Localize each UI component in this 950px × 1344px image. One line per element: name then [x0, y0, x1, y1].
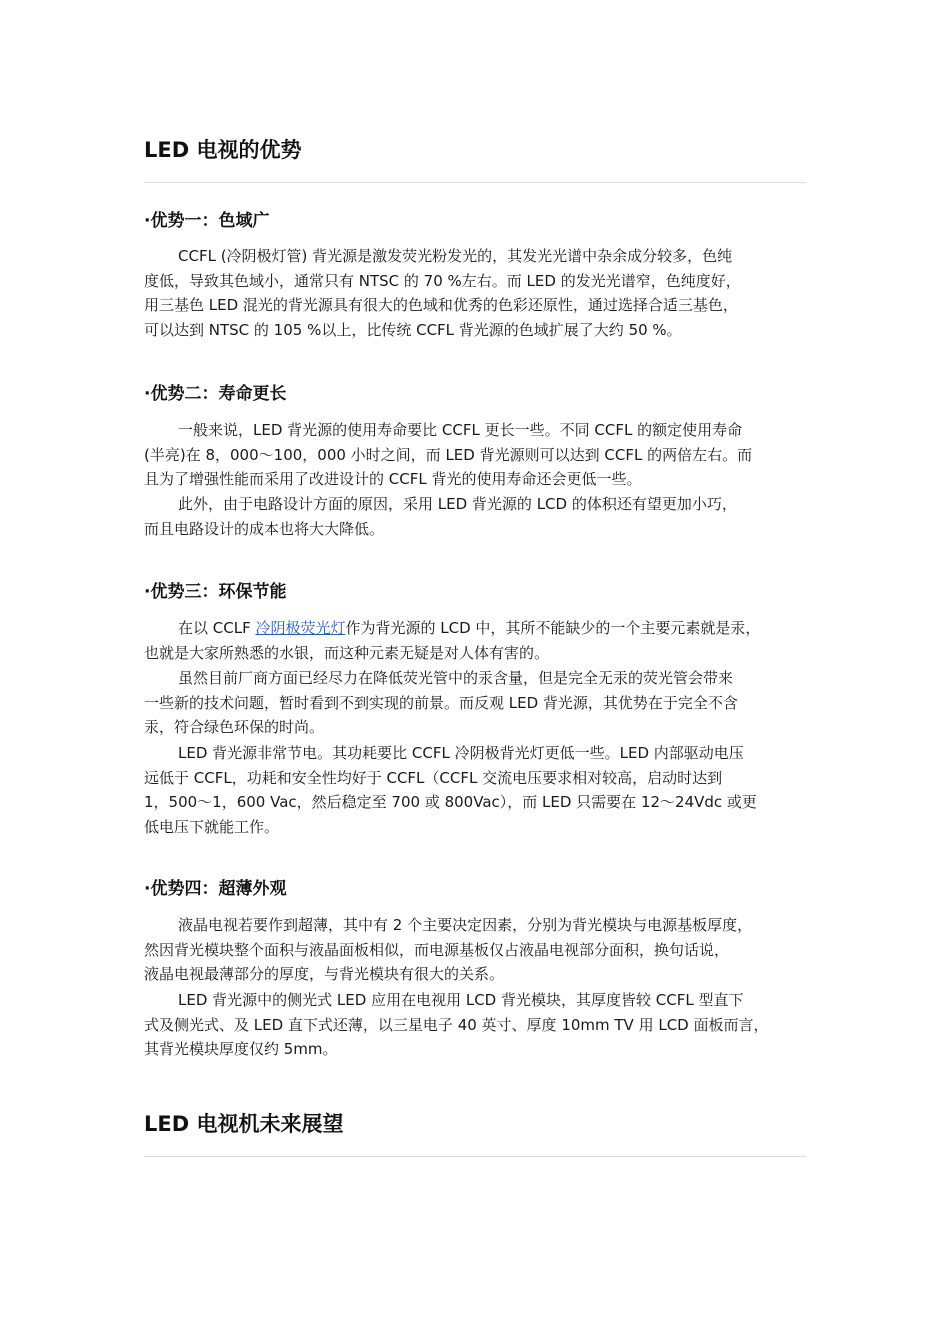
text-line: 远低于 CCFL，功耗和安全性均好于 CCFL（CCFL 交流电压要求相对较高，启动时达到: [144, 768, 723, 787]
text-line: LED 背光源非常节电。其功耗要比 CCFL 冷阴极背光灯更低一些。LED 内部驱动电压: [178, 744, 744, 762]
paragraph-advantage-4-b: [144, 988, 769, 1062]
paragraph-advantage-4-a: [144, 913, 752, 987]
heading-advantage-3: ·优势三：环保节能: [144, 582, 287, 602]
text-line: 然因背光模块整个面积与液晶面板相似，而电源基板仅占液晶电视部分面积，换句话说，: [144, 940, 730, 959]
heading-advantage-2: ·优势二：寿命更长: [144, 384, 287, 404]
text-line: 式及侧光式、及 LED 直下式还薄，以三星电子 40 英寸、厚度 10mm TV 用 LCD 面板而言，: [144, 1015, 769, 1034]
paragraph-advantage-2-b: [144, 492, 737, 541]
text-line: CCFL (冷阴极灯管) 背光源是激发荧光粉发光的，其发光光谱中杂余成分较多，色纯: [178, 247, 733, 265]
paragraph-advantage-1: [144, 244, 741, 342]
text-line: 液晶电视若要作到超薄，其中有 2 个主要决定因素，分别为背光模块与电源基板厚度，: [178, 916, 753, 934]
paragraph-advantage-3-c: [144, 741, 757, 839]
text-fragment: 在以 CCLF: [178, 619, 256, 637]
section-divider: [144, 1156, 806, 1157]
text-line: 1，500～1，600 Vac，然后稳定至 700 或 800Vac），而 LED 只需要在 12～24Vdc 或更: [144, 793, 757, 811]
text-line: 其背光模块厚度仅约 5mm。: [144, 1040, 338, 1058]
section-divider: [144, 182, 806, 183]
text-line: 也就是大家所熟悉的水银，而这种元素无疑是对人体有害的。: [144, 643, 550, 662]
text-line: 此外，由于电路设计方面的原因，采用 LED 背光源的 LCD 的体积还有望更加小巧，: [178, 495, 737, 513]
text-line: (半亮)在 8，000～100，000 小时之间，而 LED 背光源则可以达到 CCFL 的两倍左右。而: [144, 445, 753, 464]
text-fragment: 作为背光源的 LCD 中，其所不能缺少的一个主要元素就是汞，: [345, 619, 761, 637]
text-line: 且为了增强性能而采用了改进设计的 CCFL 背光的使用寿命还会更低一些。: [144, 470, 642, 488]
text-line: 一些新的技术问题，暂时看到不到实现的前景。而反观 LED 背光源，其优势在于完全不含: [144, 693, 738, 712]
text-line: LED 背光源中的侧光式 LED 应用在电视用 LCD 背光模块，其厚度皆较 CCFL 型直下: [178, 991, 744, 1009]
paragraph-advantage-3-b: [144, 666, 738, 740]
text-line: 度低，导致其色域小，通常只有 NTSC 的 70 %左右。而 LED 的发光光谱窄，色纯度好，: [144, 271, 741, 290]
section-title-led-tv-outlook: LED 电视机未来展望: [144, 1112, 344, 1136]
text-line: [144, 616, 760, 641]
text-line: 一般来说，LED 背光源的使用寿命要比 CCFL 更长一些。不同 CCFL 的额定使用寿命: [178, 421, 743, 439]
section-title-led-tv-advantages: LED 电视的优势: [144, 138, 302, 162]
text-line: 用三基色 LED 混光的背光源具有很大的色域和优秀的色彩还原性，通过选择合适三基色，: [144, 296, 738, 314]
heading-advantage-1: ·优势一：色域广: [144, 211, 270, 231]
text-line: 虽然目前厂商方面已经尽力在降低荧光管中的汞含量，但是完全无汞的荧光管会带来: [178, 669, 734, 687]
paragraph-advantage-3-a: [144, 616, 760, 665]
ccfl-lamp-link[interactable]: 冷阴极荧光灯: [255, 619, 346, 637]
text-line: 汞，符合绿色环保的时尚。: [144, 718, 325, 736]
text-line: 可以达到 NTSC 的 105 %以上，比传统 CCFL 背光源的色域扩展了大约 50 %。: [144, 320, 682, 339]
text-line: 液晶电视最薄部分的厚度，与背光模块有很大的关系。: [144, 965, 505, 983]
paragraph-advantage-2-a: [144, 418, 752, 492]
text-line: 低电压下就能工作。: [144, 817, 280, 836]
heading-advantage-4: ·优势四：超薄外观: [144, 879, 287, 899]
text-line: 而且电路设计的成本也将大大降低。: [144, 519, 385, 538]
